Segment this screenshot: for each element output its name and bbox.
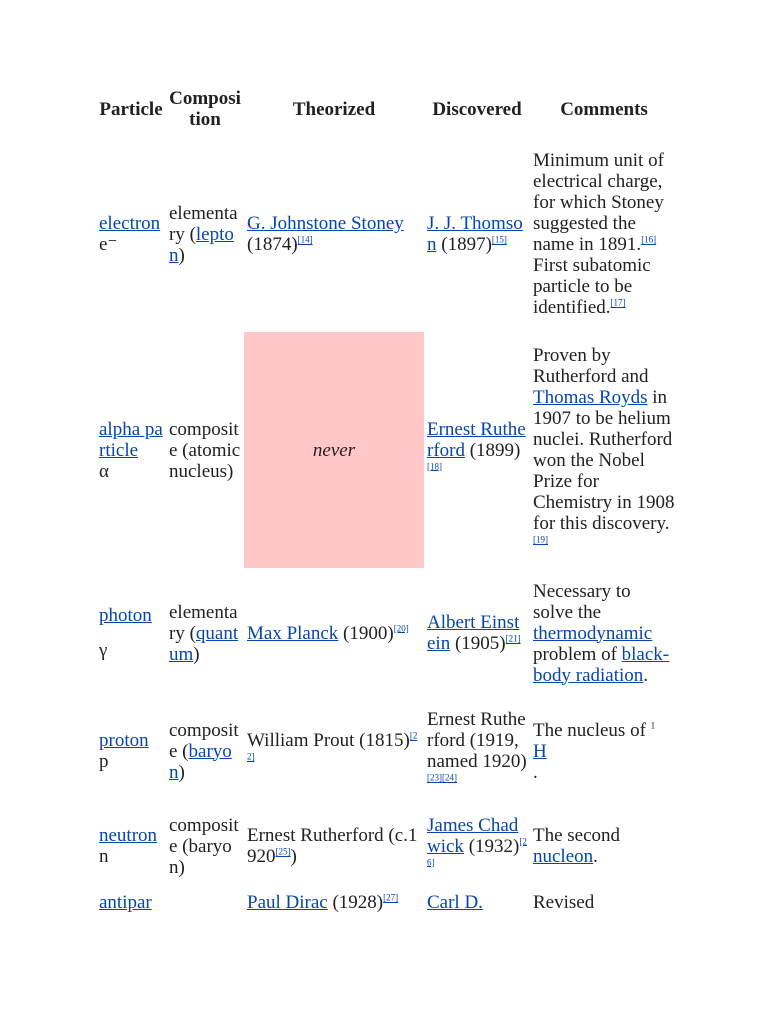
table-row-electron: [96, 136, 678, 332]
cell-comments: [530, 888, 678, 928]
particle-link-antiparticle[interactable]: antipar: [99, 892, 152, 913]
cell-composition: [166, 888, 244, 928]
cell-particle: [96, 698, 166, 804]
comment-link-thermodynamic[interactable]: thermodynamic: [533, 622, 653, 644]
comment-text: in 1907 to be helium nuclei. Rutherford won the Nobel Prize for Chemistry in 1908 for this discovery.: [533, 387, 675, 534]
composition-link-baryon[interactable]: baryon: [169, 740, 232, 783]
cell-particle: [96, 568, 166, 698]
composition-text: elementary (: [169, 601, 238, 644]
composition-text-end: ): [193, 643, 200, 665]
citation-link[interactable]: [22]: [247, 730, 418, 762]
isotope-mass-number: 1: [650, 720, 656, 731]
discovered-year: (1932): [463, 835, 520, 857]
comment-text: .: [643, 664, 649, 686]
theorized-year: (1928): [327, 892, 384, 913]
theorized-link-planck[interactable]: Max Planck: [247, 622, 339, 644]
citation-link[interactable]: [15]: [491, 234, 507, 245]
cell-discovered: [424, 888, 530, 928]
table-header-row: [96, 84, 678, 136]
particles-table: [96, 84, 678, 928]
particle-link-neutron[interactable]: neutron: [99, 825, 158, 846]
comment-text: Minimum unit of electrical charge, for which Stoney suggested the name in 1891.: [533, 150, 664, 255]
citation-link[interactable]: [21]: [505, 633, 521, 644]
discovered-text: Ernest Rutherford (1919, named 1920): [427, 709, 527, 772]
cell-discovered: [424, 136, 530, 332]
composition-text: elementary (: [169, 202, 238, 245]
comment-text: problem of: [533, 643, 622, 665]
particle-symbol: p: [99, 751, 109, 772]
theorized-link-stoney[interactable]: G. Johnstone Stoney: [247, 213, 404, 234]
cell-composition: composite (baryon): [169, 814, 239, 878]
citation-link[interactable]: [14]: [297, 234, 313, 245]
cell-theorized: [244, 698, 424, 804]
citation-link[interactable]: [19]: [533, 534, 548, 545]
comment-text: .: [593, 846, 598, 867]
cell-particle: [96, 136, 166, 332]
theorized-text-end: ): [290, 846, 297, 867]
cell-comments: [530, 136, 678, 332]
comment-link-hydrogen[interactable]: H: [533, 740, 547, 762]
cell-theorized: [244, 888, 424, 928]
cell-theorized-never: never: [244, 332, 424, 568]
theorized-link-dirac[interactable]: Paul Dirac: [247, 892, 328, 913]
citation-link[interactable]: [23][24]: [427, 772, 457, 783]
cell-discovered: [424, 698, 530, 804]
discovered-link-rutherford[interactable]: Ernest Rutherford: [427, 418, 526, 461]
header-theorized: Theorized: [292, 98, 376, 120]
particle-symbol: γ: [99, 640, 108, 661]
discovered-year: (1905): [450, 633, 506, 654]
comment-link-nucleon[interactable]: nucleon: [533, 846, 594, 867]
theorized-year: (1874): [247, 234, 298, 255]
theorized-text: Ernest Rutherford (c.1920: [247, 825, 418, 867]
particle-link-electron[interactable]: electron: [99, 213, 161, 234]
table-row-neutron: [96, 804, 678, 888]
comment-link-thomas-royds[interactable]: Thomas Royds: [533, 387, 648, 408]
particle-symbol: e⁻: [99, 234, 118, 255]
comment-text: Revised: [533, 892, 595, 913]
comment-text: Necessary to solve the: [533, 580, 631, 623]
composition-link-lepton[interactable]: lepton: [169, 223, 234, 266]
citation-link[interactable]: [26]: [427, 836, 527, 868]
citation-link[interactable]: [18]: [427, 461, 442, 472]
cell-composition: [166, 136, 244, 332]
table-row-antiparticle: [96, 888, 678, 928]
citation-link[interactable]: [17]: [610, 297, 626, 308]
cell-particle: [96, 332, 166, 568]
particle-link-proton[interactable]: proton: [99, 730, 149, 751]
citation-link[interactable]: [25]: [275, 846, 291, 857]
citation-link[interactable]: [20]: [393, 623, 409, 634]
discovered-link-chadwick[interactable]: James Chadwick: [427, 814, 519, 857]
cell-comments: [530, 698, 678, 804]
composition-link-quantum[interactable]: quantum: [169, 622, 239, 665]
cell-comments: [530, 332, 678, 568]
composition-text: composite (: [169, 719, 239, 762]
cell-theorized: [244, 568, 424, 698]
cell-particle: [96, 888, 166, 928]
comment-text: The second: [533, 825, 621, 846]
citation-link[interactable]: [16]: [641, 234, 657, 245]
cell-comments: [530, 804, 678, 888]
cell-discovered: [424, 332, 530, 568]
particles-table-container: [96, 84, 678, 928]
particle-link-alpha[interactable]: alpha particle: [99, 418, 163, 461]
discovered-link-thomson[interactable]: J. J. Thomson: [427, 213, 523, 255]
table-row-proton: [96, 698, 678, 804]
header-particle: Particle: [99, 98, 163, 120]
discovered-link-einstein[interactable]: Albert Einstein: [427, 612, 520, 654]
composition-text-end: ): [178, 761, 185, 783]
particle-symbol: α: [99, 460, 109, 482]
discovered-year: (1899): [464, 439, 521, 461]
header-discovered: Discovered: [432, 98, 522, 120]
cell-composition: [166, 568, 244, 698]
discovered-link-anderson[interactable]: Carl D.: [427, 892, 483, 913]
theorized-year: (1900): [338, 622, 394, 644]
cell-discovered: [424, 804, 530, 888]
cell-composition: [166, 698, 244, 804]
comment-text: First subatomic particle to be identified.: [533, 255, 651, 318]
comment-text: Proven by Rutherford and: [533, 345, 649, 387]
cell-particle: [96, 804, 166, 888]
comment-link-black-body-radiation[interactable]: black-body radiation: [533, 643, 670, 686]
discovered-year: (1897): [436, 234, 492, 255]
header-comments: Comments: [560, 98, 648, 120]
comment-text: The nucleus of: [533, 719, 651, 741]
cell-theorized: [244, 804, 424, 888]
cell-discovered: [424, 568, 530, 698]
citation-link[interactable]: [27]: [383, 892, 399, 903]
header-composition: Composition: [169, 88, 241, 130]
cell-theorized: [244, 136, 424, 332]
comment-text: .: [533, 761, 538, 783]
table-row-alpha-particle: [96, 332, 678, 568]
particle-symbol: n: [99, 846, 109, 867]
particle-link-photon[interactable]: photon: [99, 605, 152, 626]
theorized-text: William Prout (1815): [247, 730, 410, 751]
composition-text-end: ): [178, 244, 185, 266]
cell-comments: [530, 568, 678, 698]
cell-composition: composite (atomic nucleus): [169, 418, 241, 482]
table-row-photon: [96, 568, 678, 698]
